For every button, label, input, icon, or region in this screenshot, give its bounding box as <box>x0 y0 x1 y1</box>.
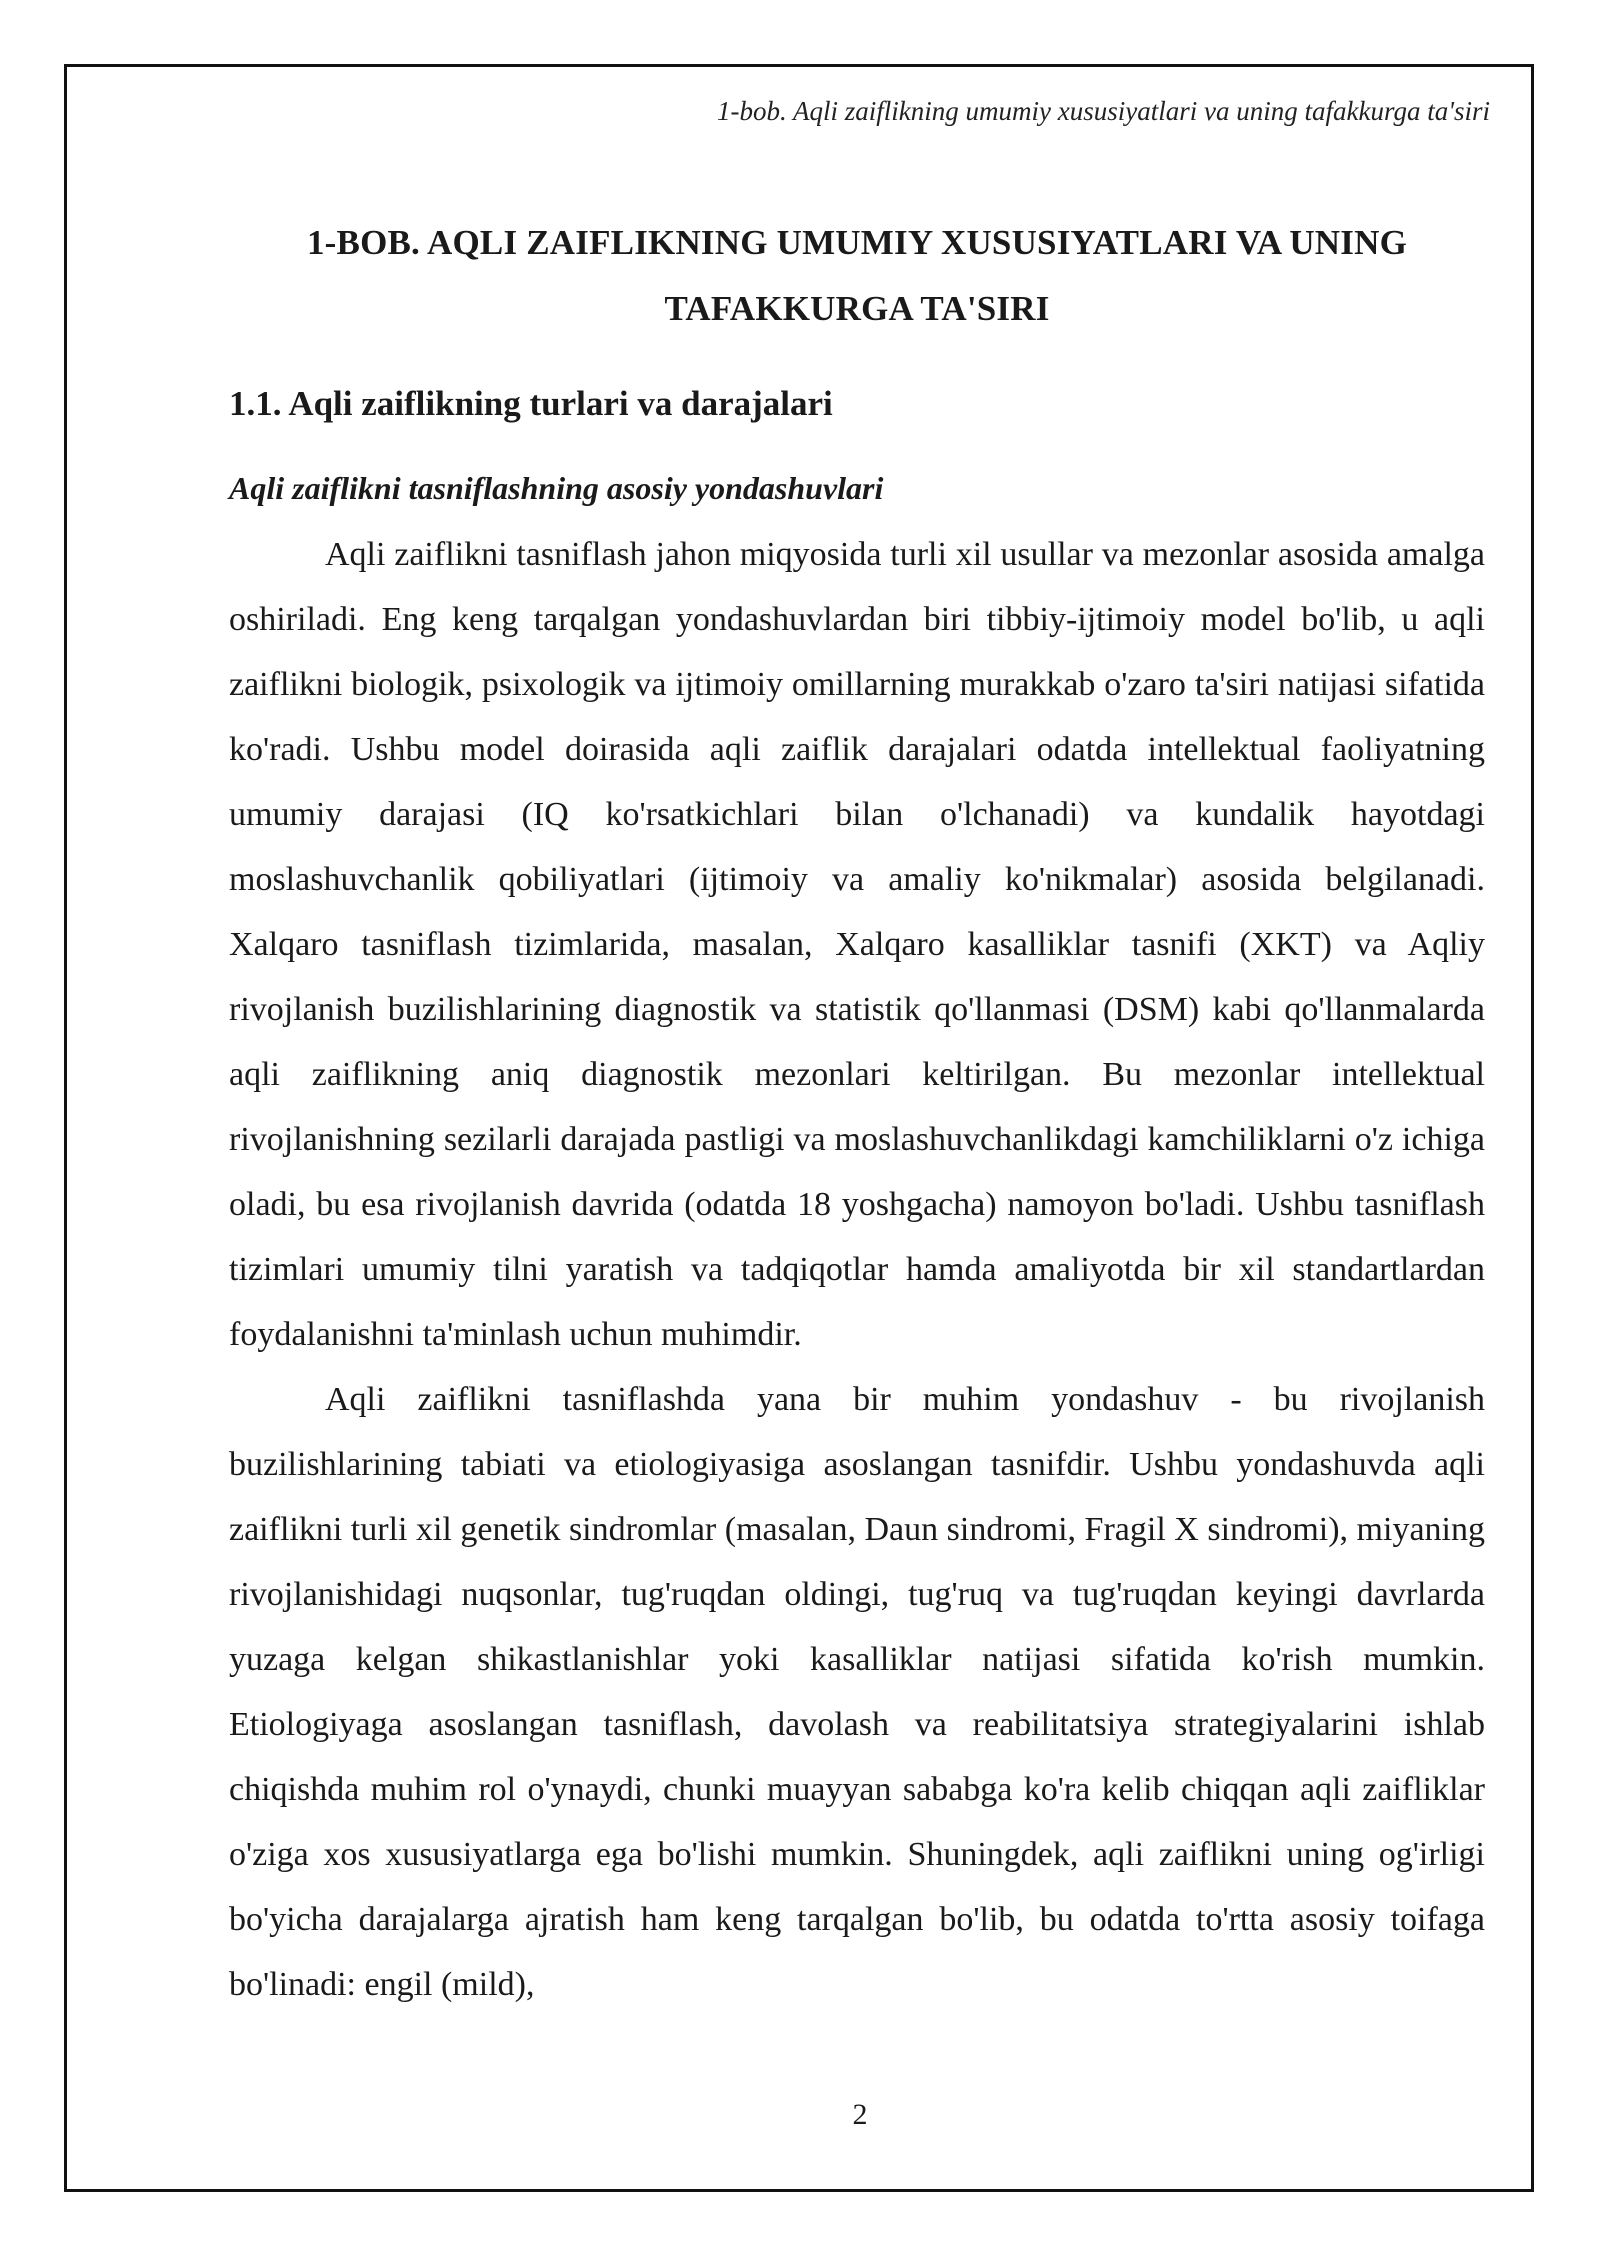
body-paragraph: Aqli zaiflikni tasniflashda yana bir muhim yondashuv - bu rivojlanish buzilishlarining tabiati va etiologiyasiga asoslangan tasnifdir. Ushbu yondashuvda aqli zaiflikni turli xil genetik sindromlar (masalan, Daun sindromi, Fragil X sindromi), miyaning rivojlanishidagi nuqsonlar, tug'ruqdan oldingi, tug'ruq va tug'ruqdan keyingi davrlarda yuzaga kelgan shikastlanishlar yoki kasalliklar natijasi sifatida ko'rish mumkin. Etiologiyaga asoslangan tasniflash, davolash va reabilitatsiya strategiyalarini ishlab chiqishda muhim rol o'ynaydi, chunki muayyan sababga ko'ra kelib chiqqan aqli zaifliklar o'ziga xos xususiyatlarga ega bo'lishi mumkin. Shuningdek, aqli zaiflikni uning og'irligi bo'yicha darajalarga ajratish ham keng tarqalgan bo'lib, bu odatda to'rtta asosiy toifaga bo'linadi: engil (mild), <box>229 1381 1485 2003</box>
running-header: 1-bob. Aqli zaiflikning umumiy xususiyatlari va uning tafakkurga ta'siri <box>717 96 1490 126</box>
body-paragraph: Aqli zaiflikni tasniflash jahon miqyosida turli xil usullar va mezonlar asosida amalga oshiriladi. Eng keng tarqalgan yondashuvlardan biri tibbiy-ijtimoiy model bo'lib, u aqli zaiflikni biologik, psixologik va ijtimoiy omillarning murakkab o'zaro ta'siri natijasi sifatida ko'radi. Ushbu model doirasida aqli zaiflik darajalari odatda intellektual faoliyatning umumiy darajasi (IQ ko'rsatkichlari bilan o'lchanadi) va kundalik hayotdagi moslashuvchanlik qobiliyatlari (ijtimoiy va amaliy ko'nikmalar) asosida belgilanadi. Xalqaro tasniflash tizimlarida, masalan, Xalqaro kasalliklar tasnifi (XKT) va Aqliy rivojlanish buzilishlarining diagnostik va statistik qo'llanmasi (DSM) kabi qo'llanmalarda aqli zaiflikning aniq diagnostik mezonlari keltirilgan. Bu mezonlar intellektual rivojlanishning sezilarli darajada pastligi va moslashuvchanlikdagi kamchiliklarni o'z ichiga oladi, bu esa rivojlanish davrida (odatda 18 yoshgacha) namoyon bo'ladi. Ushbu tasniflash tizimlari umumiy tilni yaratish va tadqiqotlar hamda amaliyotda bir xil standartlardan foydalanishni ta'minlash uchun muhimdir. <box>229 536 1485 1353</box>
page-number: 2 <box>852 2098 868 2131</box>
subsection-title: Aqli zaiflikni tasniflashning asosiy yondashuvlari <box>229 470 884 506</box>
chapter-title: 1-BOB. AQLI ZAIFLIKNING UMUMIY XUSUSIYATLARI VA UNING TAFAKKURGA TA'SIRI <box>306 223 1407 328</box>
section-title: 1.1. Aqli zaiflikning turlari va darajalari <box>229 384 833 423</box>
page-content <box>229 210 1485 2017</box>
